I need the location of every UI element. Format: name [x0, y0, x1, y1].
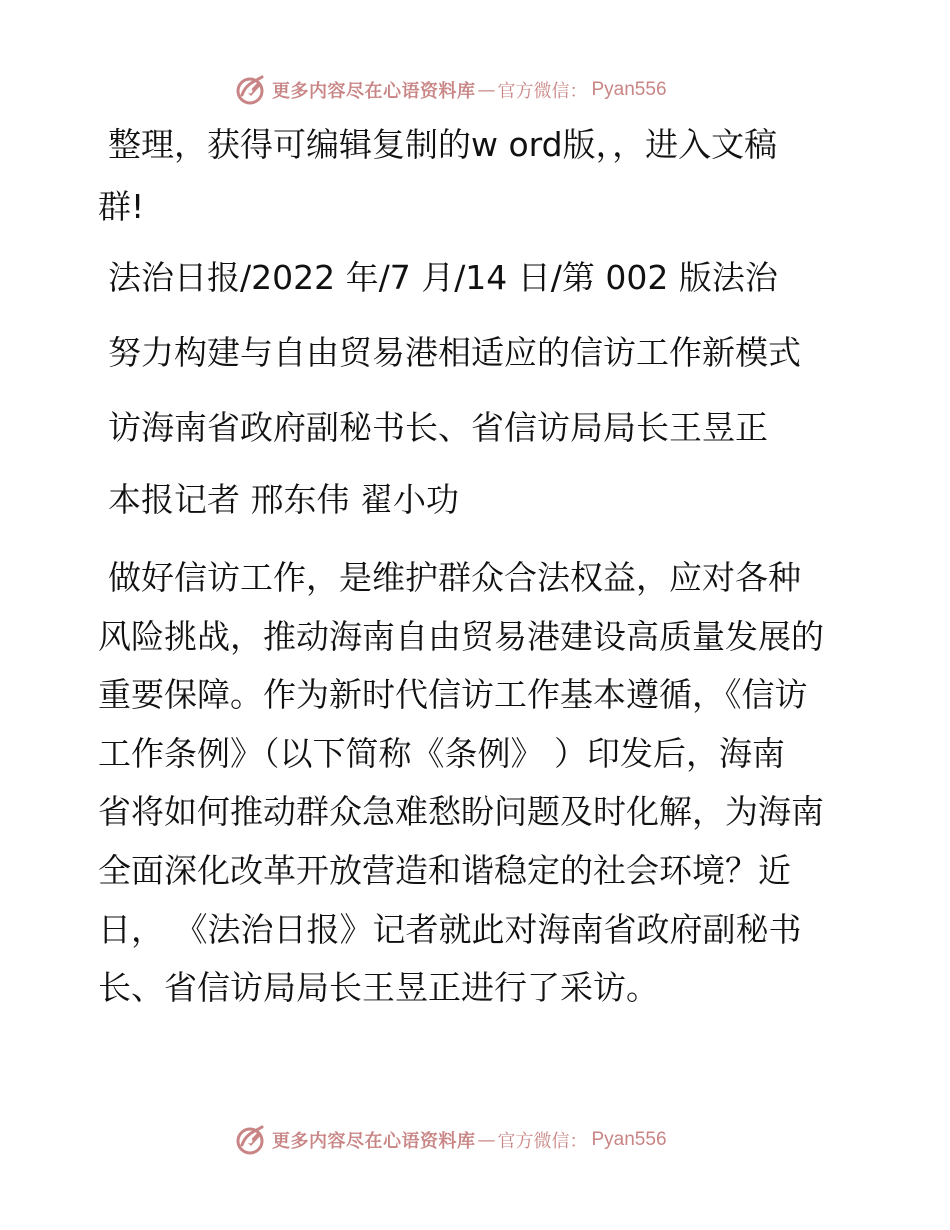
paragraph-line: 日， 《法治日报》记者就此对海南省政府副秘书 — [98, 909, 802, 949]
paragraph-line: 做好信访工作，是维护群众合法权益，应对各种 — [108, 558, 801, 597]
paragraph-line: 风险挑战，推动海南自由贸易港建设高质量发展的 — [98, 616, 824, 656]
source-line: 法治日报/2022 年/7 月/14 日/第 002 版法治 — [108, 258, 778, 297]
watermark-dash: — — [477, 1129, 496, 1151]
paragraph-line: 重要保障。作为新时代信访工作基本遵循，《信访 — [98, 675, 808, 715]
watermark-wechat-label: 官方微信： — [497, 1131, 588, 1152]
paragraph-line: 全面深化改革开放营造和谐稳定的社会环境？近 — [98, 850, 791, 890]
byline: 本报记者 邢东伟 翟小功 — [108, 480, 459, 519]
subheadline: 访海南省政府副秘书长、省信访局局长王昱正 — [108, 408, 768, 447]
footer-watermark — [234, 1122, 667, 1158]
paragraph-line: 长、省信访局局长王昱正进行了采访。 — [98, 968, 659, 1008]
intro-line-1: 整理，获得可编辑复制的w ord版，，进入文稿 — [108, 125, 778, 164]
header-watermark — [234, 72, 667, 108]
paragraph-line: 工作条例》（以下简称《条例》 ）印发后，海南 — [98, 733, 785, 773]
pen-swirl-logo-icon — [234, 1123, 268, 1157]
watermark-text: 更多内容尽在心语资料库 — [272, 81, 476, 102]
watermark-text: 更多内容尽在心语资料库 — [272, 1131, 476, 1152]
watermark-wechat-label: 官方微信： — [497, 81, 588, 102]
pen-swirl-logo-icon — [234, 73, 268, 107]
watermark-wechat-id: Pyan556 — [591, 1129, 667, 1150]
watermark-dash: — — [477, 79, 496, 101]
headline: 努力构建与自由贸易港相适应的信访工作新模式 — [108, 333, 801, 372]
article-paragraph — [98, 549, 858, 1018]
paragraph-line: 省将如何推动群众急难愁盼问题及时化解，为海南 — [98, 792, 824, 832]
watermark-wechat-id: Pyan556 — [591, 79, 667, 100]
intro-line-2: 群! — [98, 187, 145, 226]
